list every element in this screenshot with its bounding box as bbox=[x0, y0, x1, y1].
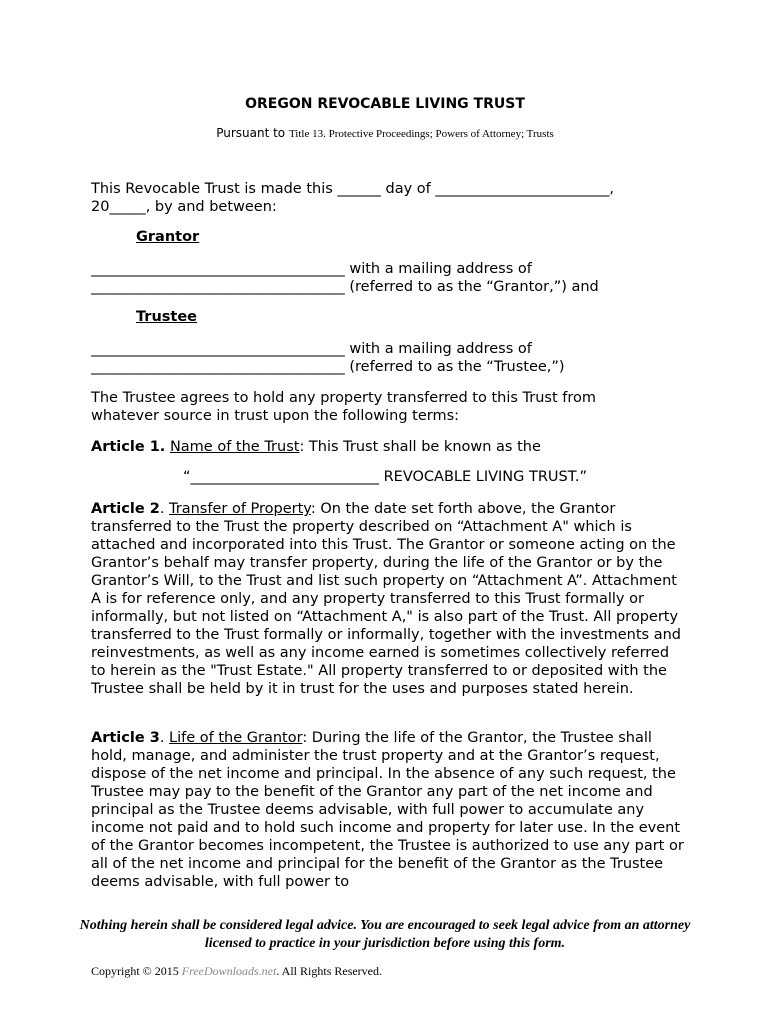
grantor-heading: Grantor bbox=[136, 229, 200, 245]
article-2 bbox=[91, 500, 687, 698]
grantor-block bbox=[91, 260, 691, 296]
trustee-heading: Trustee bbox=[136, 309, 198, 325]
trust-name-line: “__________________________ REVOCABLE LIVING TRUST.” bbox=[182, 469, 588, 485]
intro-line-2: 20_____, by and between: bbox=[91, 199, 277, 215]
article-2-name: Transfer of Property bbox=[169, 501, 311, 517]
article-2-sep: . bbox=[159, 501, 170, 517]
document-title: OREGON REVOCABLE LIVING TRUST bbox=[245, 96, 525, 112]
pursuant-title: Title 13. Protective Proceedings; Powers of Attorney; Trusts bbox=[288, 128, 554, 140]
copyright-suffix: . All Rights Reserved. bbox=[276, 964, 383, 978]
intro-paragraph bbox=[91, 180, 691, 216]
copyright-prefix: Copyright © 2015 bbox=[91, 964, 182, 978]
article-3-sep: . bbox=[159, 730, 170, 746]
article-1-text: : This Trust shall be known as the bbox=[299, 439, 541, 455]
trustee-line-1: ___________________________________ with a mailing address of bbox=[91, 341, 532, 357]
article-3 bbox=[91, 729, 687, 891]
intro-line-1: This Revocable Trust is made this ______ day of ________________________, bbox=[91, 181, 614, 197]
trustee-block bbox=[91, 340, 691, 376]
pursuant-prefix: Pursuant to bbox=[216, 126, 286, 140]
trustee-line-2: ___________________________________ (referred to as the “Trustee,”) bbox=[91, 359, 565, 375]
article-3-label: Article 3 bbox=[91, 730, 160, 746]
agreement-paragraph: The Trustee agrees to hold any property transferred to this Trust from whatever source in trust upon the following terms: bbox=[91, 390, 596, 424]
legal-disclaimer: Nothing herein shall be considered legal advice. You are encouraged to seek legal advice from an attorney licensed to practice in your jurisdiction before using this form. bbox=[79, 918, 691, 951]
copyright-line bbox=[91, 964, 382, 979]
article-1-name: Name of the Trust bbox=[169, 439, 300, 455]
article-2-label: Article 2 bbox=[91, 501, 160, 517]
article-1-label: Article 1. bbox=[91, 439, 166, 455]
grantor-line-2: ___________________________________ (referred to as the “Grantor,”) and bbox=[91, 279, 599, 295]
article-3-name: Life of the Grantor bbox=[169, 730, 303, 746]
grantor-line-1: ___________________________________ with a mailing address of bbox=[91, 261, 532, 277]
article-3-text: : During the life of the Grantor, the Trustee shall hold, manage, and administer the trust property and at the Grantor’s request, dispose of the net income and principal. In the absence of any such request, the Trustee may pay to the benefit of the Grantor any part of the net income and principal as the Trustee deems advisable, with full power to accumulate any income not paid and to hold such income and property for later use. In the event of the Grantor becomes incompetent, the Trustee is authorized to use any part or all of the net income and principal for the benefit of the Grantor as the Trustee deems advisable, with full power to bbox=[91, 730, 684, 890]
article-2-text: : On the date set forth above, the Grantor transferred to the Trust the property described on “Attachment A" which is attached and incorporated into this Trust. The Grantor or someone acting on the Grantor’s behalf may transfer property, during the life of the Grantor or by the Grantor’s Will, to the Trust and list such property on “Attachment A”. Attachment A is for reference only, and any property transferred to this Trust formally or informally, but not listed on “Attachment A," is also part of the Trust. All property transferred to the Trust formally or informally, together with the investments and reinvestments, as well as any income earned is sometimes collectively referred to herein as the "Trust Estate." All property transferred to or deposited with the Trustee shall be held by it in trust for the uses and purposes stated herein. bbox=[91, 501, 681, 697]
pursuant-line bbox=[0, 126, 770, 140]
copyright-site-link[interactable]: FreeDownloads.net bbox=[181, 964, 277, 978]
article-1 bbox=[91, 438, 691, 456]
